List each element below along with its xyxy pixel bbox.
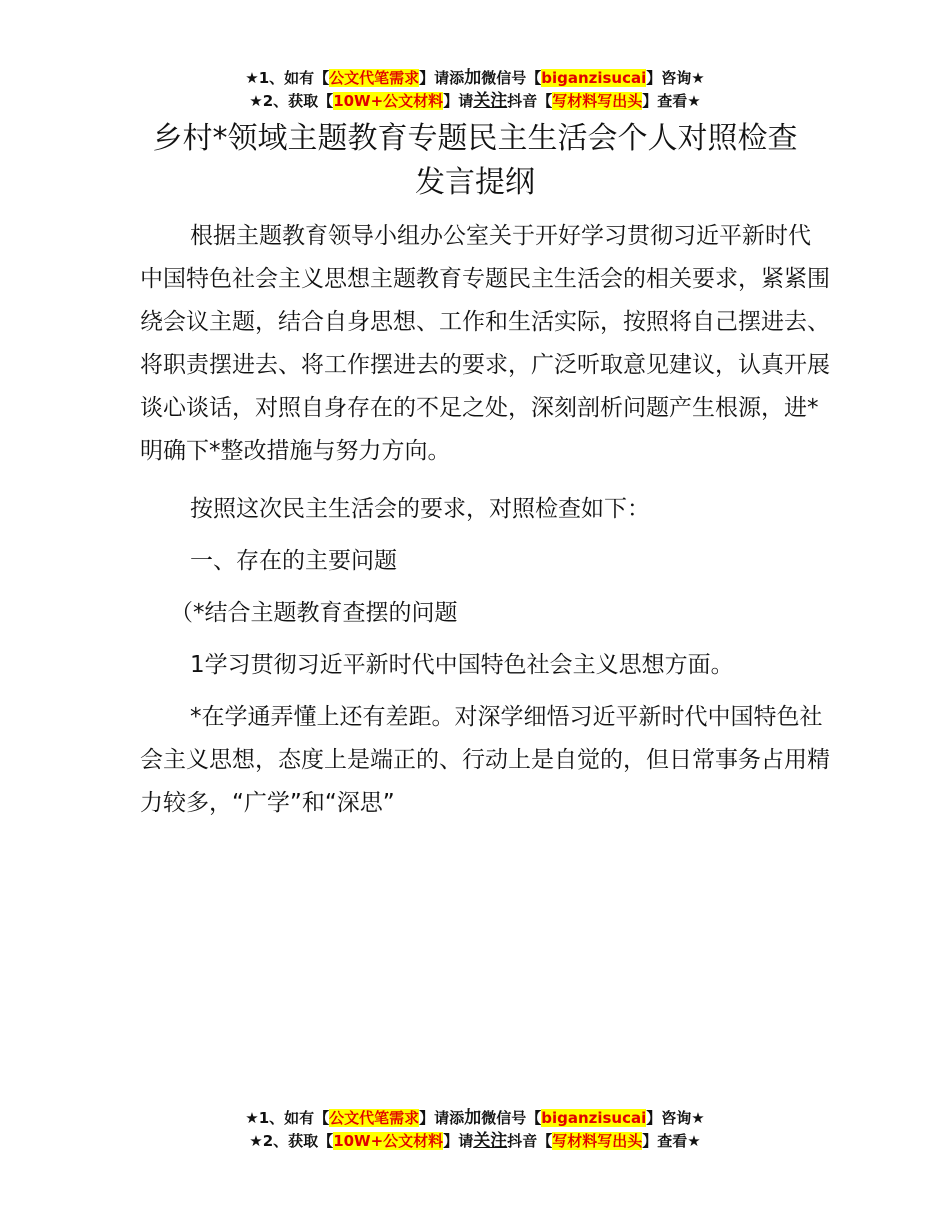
document-title: 乡村*领域主题教育专题民主生活会个人对照检查发言提纲 xyxy=(152,121,798,200)
banner-text: 微信号【 xyxy=(481,69,542,87)
banner-emphasis: 关注 xyxy=(473,1131,508,1151)
star-icon: ★ xyxy=(245,1109,259,1127)
banner-text: 1、如有【 xyxy=(258,69,330,87)
banner-text: 抖音【 xyxy=(507,92,553,110)
star-icon: ★ xyxy=(691,1109,705,1127)
footer-banner xyxy=(0,1107,950,1153)
subsection-heading xyxy=(140,592,832,635)
banner-text: 】查看 xyxy=(642,1132,688,1150)
highlight-wechat-id: biganzisucai xyxy=(541,1109,647,1127)
banner-line-2 xyxy=(0,90,950,113)
item-heading xyxy=(140,644,832,687)
intro-paragraph xyxy=(140,215,832,473)
banner-text: 】请添 xyxy=(419,69,465,87)
paragraph-text: 根据主题教育领导小组办公室关于开好学习贯彻习近平新时代中国特色社会主义思想主题教育专题民主生活会的相关要求，紧紧围绕会议主题，结合自身思想、工作和生活实际，按照将自己摆进去、将职责摆进去、将工作摆进去的要求，广泛听取意见建议，认真开展谈心谈话，对照自身存在的不足之处，深刻剖析问题产生根源，进*明确下*整改措施与努力方向。 xyxy=(140,223,830,464)
banner-text: 抖音【 xyxy=(507,1132,553,1150)
banner-line-1 xyxy=(0,1107,950,1130)
paragraph-text: （*结合主题教育查摆的问题 xyxy=(170,600,458,626)
banner-text: 】咨询 xyxy=(646,69,692,87)
star-icon: ★ xyxy=(687,92,701,110)
highlight-service: 公文代笔需求 xyxy=(329,69,420,87)
highlight-service: 公文代笔需求 xyxy=(329,1109,420,1127)
star-icon: ★ xyxy=(245,69,259,87)
banner-text: 2、获取【 xyxy=(262,92,334,110)
section-heading xyxy=(140,540,832,583)
banner-emphasis: 加 xyxy=(464,68,482,88)
banner-text: 】请添 xyxy=(419,1109,465,1127)
header-banner xyxy=(0,67,950,113)
detail-paragraph xyxy=(140,696,832,825)
highlight-materials: 10W+公文材料 xyxy=(333,1132,444,1150)
star-icon: ★ xyxy=(691,69,705,87)
paragraph-text: *在学通弄懂上还有差距。对深学细悟习近平新时代中国特色社会主义思想，态度上是端正的、行动上是自觉的，但日常事务占用精力较多，“广学”和“深思” xyxy=(140,704,830,816)
request-paragraph xyxy=(140,488,832,531)
star-icon: ★ xyxy=(687,1132,701,1150)
banner-text: 微信号【 xyxy=(481,1109,542,1127)
banner-line-1 xyxy=(0,67,950,90)
banner-emphasis: 加 xyxy=(464,1108,482,1128)
banner-text: 】请 xyxy=(443,1132,474,1150)
highlight-materials: 10W+公文材料 xyxy=(333,92,444,110)
banner-text: 】请 xyxy=(443,92,474,110)
banner-text: 2、获取【 xyxy=(262,1132,334,1150)
star-icon: ★ xyxy=(249,1132,263,1150)
banner-text: 】查看 xyxy=(642,92,688,110)
highlight-douyin: 写材料写出头 xyxy=(552,92,643,110)
highlight-wechat-id: biganzisucai xyxy=(541,69,647,87)
banner-text: 】咨询 xyxy=(646,1109,692,1127)
banner-emphasis: 关注 xyxy=(473,91,508,111)
paragraph-text: 按照这次民主生活会的要求，对照检查如下： xyxy=(190,496,650,522)
star-icon: ★ xyxy=(249,92,263,110)
paragraph-text: 一、存在的主要问题 xyxy=(190,548,397,574)
paragraph-text: 1学习贯彻习近平新时代中国特色社会主义思想方面。 xyxy=(190,652,734,678)
highlight-douyin: 写材料写出头 xyxy=(552,1132,643,1150)
banner-text: 1、如有【 xyxy=(258,1109,330,1127)
banner-line-2 xyxy=(0,1130,950,1153)
